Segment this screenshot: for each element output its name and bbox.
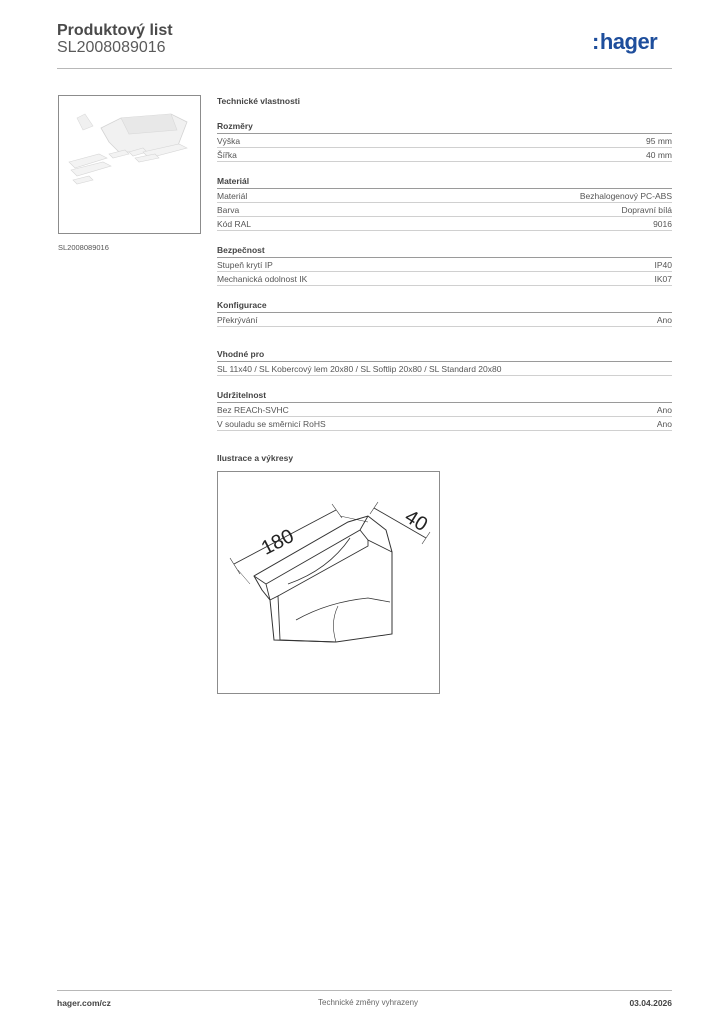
spec-row <box>217 362 672 376</box>
product-code: SL2008089016 <box>57 39 166 56</box>
spec-value: Ano <box>656 315 672 325</box>
section-material <box>217 176 672 231</box>
product-photo-icon <box>59 96 202 235</box>
spec-label: Bez REACh-SVHC <box>217 405 289 415</box>
spec-row <box>217 134 672 148</box>
footer-disclaimer: Technické změny vyhrazeny <box>318 998 419 1007</box>
section-suitable-for <box>217 349 672 376</box>
page-title: Produktový list <box>57 22 173 39</box>
spec-row <box>217 417 672 431</box>
footer-date: 03.04.2026 <box>629 998 672 1008</box>
dimension-length-label: 180 <box>257 525 298 560</box>
hager-logo <box>592 30 657 54</box>
footer-website-link[interactable]: hager.com/cz <box>57 998 111 1008</box>
dimension-width-label: 40 <box>400 505 432 537</box>
spec-label: Barva <box>217 205 240 215</box>
section-sustainability <box>217 390 672 431</box>
spec-label: Mechanická odolnost IK <box>217 274 308 284</box>
spec-value: 40 mm <box>646 150 672 160</box>
spec-label: Překrývání <box>217 315 258 325</box>
section-title: Udržitelnost <box>217 390 672 403</box>
illustrations-title: Ilustrace a výkresy <box>217 453 294 463</box>
spec-row <box>217 189 672 203</box>
footer-divider <box>57 990 672 991</box>
spec-row <box>217 148 672 162</box>
spec-value: Bezhalogenový PC-ABS <box>579 191 672 201</box>
section-title: Bezpečnost <box>217 245 672 258</box>
specs-title: Technické vlastnosti <box>217 96 300 106</box>
header-divider <box>57 68 672 69</box>
section-safety <box>217 245 672 286</box>
spec-value: Dopravní bílá <box>621 205 672 215</box>
spec-value: IP40 <box>654 260 672 270</box>
spec-value: IK07 <box>654 274 672 284</box>
section-title: Rozměry <box>217 121 672 134</box>
spec-label: Materiál <box>217 191 248 201</box>
section-title: Materiál <box>217 176 672 189</box>
product-image <box>58 95 201 234</box>
spec-label: V souladu se směrnicí RoHS <box>217 419 326 429</box>
spec-value: Ano <box>656 419 672 429</box>
spec-label: SL 11x40 / SL Kobercový lem 20x80 / SL Softlip 20x80 / SL Standard 20x80 <box>217 364 502 374</box>
spec-row <box>217 203 672 217</box>
spec-row <box>217 258 672 272</box>
spec-row <box>217 403 672 417</box>
dimension-drawing-icon <box>218 472 441 695</box>
section-title: Vhodné pro <box>217 349 672 362</box>
logo-text: hager <box>599 29 658 54</box>
section-configuration <box>217 300 672 327</box>
technical-specs <box>217 96 672 463</box>
spec-row <box>217 272 672 286</box>
spec-value: Ano <box>656 405 672 415</box>
spec-row <box>217 217 672 231</box>
spec-value: 95 mm <box>646 136 672 146</box>
logo-colon-icon: : <box>592 29 599 54</box>
section-title: Konfigurace <box>217 300 672 313</box>
product-image-caption: SL2008089016 <box>58 243 109 252</box>
spec-label: Šířka <box>217 150 237 160</box>
spec-label: Stupeň krytí IP <box>217 260 273 270</box>
spec-row <box>217 313 672 327</box>
spec-label: Kód RAL <box>217 219 252 229</box>
technical-drawing <box>217 471 440 694</box>
section-dimensions <box>217 121 672 162</box>
spec-label: Výška <box>217 136 241 146</box>
spec-value: 9016 <box>653 219 672 229</box>
